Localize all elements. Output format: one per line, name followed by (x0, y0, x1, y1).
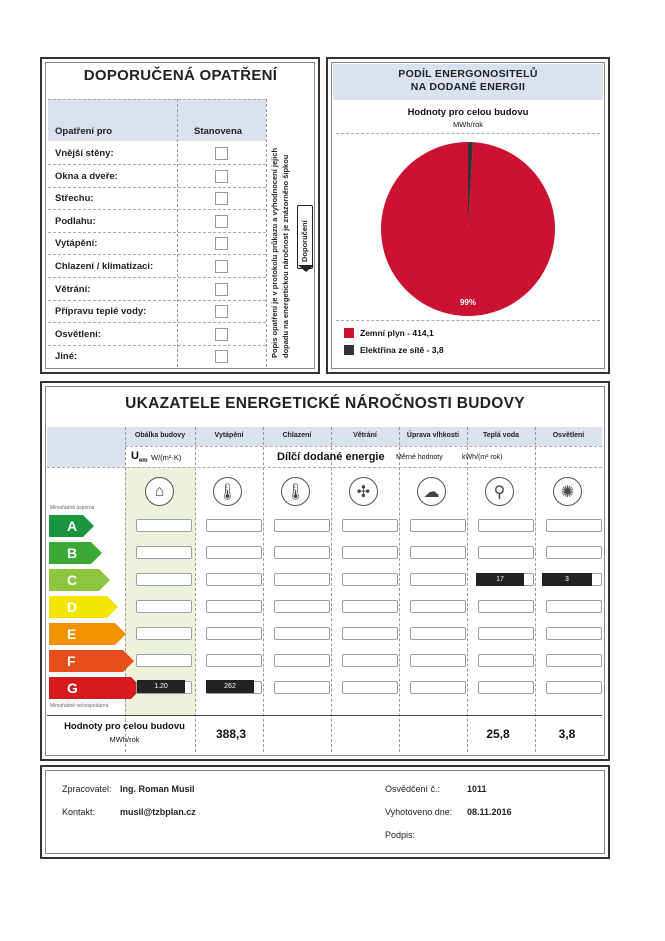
class-cell (410, 573, 466, 586)
class-cell (206, 654, 262, 667)
measure-label: Okna a dveře: (55, 170, 118, 182)
energy-class-c-arrow (49, 569, 110, 591)
recommended-arrow-icon (298, 265, 314, 272)
contact-label: Kontakt: (62, 807, 96, 817)
class-cell (478, 546, 534, 559)
class-cell (136, 627, 192, 640)
energy-class-letter: A (67, 518, 78, 534)
scale-top-label: Mimořádně úsporná (50, 505, 95, 511)
legend-electricity: Elektřina ze sítě - 3,8 (360, 345, 444, 355)
class-cell (478, 519, 534, 532)
class-cell (136, 546, 192, 559)
row-divider (48, 254, 266, 255)
summary-unit: MWh/rok (109, 735, 140, 744)
class-cell (478, 627, 534, 640)
col-measures-for: Opatření pro (55, 126, 113, 137)
measure-checkbox[interactable] (215, 147, 228, 160)
class-cell (136, 654, 192, 667)
column-header: Osvětlení (552, 432, 585, 439)
header-divider (47, 467, 602, 468)
class-cell (206, 627, 262, 640)
row-divider (48, 232, 266, 233)
class-cell (546, 654, 602, 667)
class-cell (206, 573, 262, 586)
measure-label: Střechu: (55, 193, 94, 205)
class-cell (546, 519, 602, 532)
cert-number: 1011 (467, 784, 487, 794)
class-cell (342, 546, 398, 559)
class-cell (206, 519, 262, 532)
column-divider (331, 427, 332, 752)
class-cell (206, 600, 262, 613)
chart-subtitle: Hodnoty pro celou budovu (407, 107, 529, 118)
class-cell (274, 654, 330, 667)
class-cell (274, 600, 330, 613)
class-cell (478, 600, 534, 613)
class-cell (136, 573, 192, 586)
column-header: Větrání (353, 432, 377, 439)
energy-class-f-arrow (49, 650, 134, 672)
envelope-value: 1.20 (137, 680, 185, 693)
class-cell (342, 654, 398, 667)
measure-checkbox[interactable] (215, 350, 228, 363)
class-cell (410, 519, 466, 532)
energy-class-letter: D (67, 599, 78, 615)
row-divider (48, 187, 266, 188)
col-stanovena: Stanovena (194, 126, 243, 137)
summary-hot-water: 25,8 (486, 727, 510, 741)
class-cell (274, 519, 330, 532)
class-cell (342, 600, 398, 613)
class-cell (546, 681, 602, 694)
measure-checkbox[interactable] (215, 260, 228, 273)
measure-label: Vnější stěny: (55, 148, 114, 159)
class-cell (274, 573, 330, 586)
class-cell (410, 627, 466, 640)
class-cell (410, 681, 466, 694)
heating-value: 262 (206, 680, 254, 693)
class-cell (478, 681, 534, 694)
measure-checkbox[interactable] (215, 215, 228, 228)
hot-water-value: 17 (476, 573, 524, 586)
humidity-cloud-icon: ☁ (417, 477, 446, 506)
row-divider (48, 300, 266, 301)
summary-heating: 388,3 (215, 727, 247, 741)
column-header: Chlazení (282, 432, 312, 439)
energy-class-letter: E (67, 626, 77, 642)
row-divider (48, 277, 266, 278)
contact-email: musil@tzbplan.cz (120, 807, 196, 817)
measure-checkbox[interactable] (215, 283, 228, 296)
carrier-title-1: PODÍL ENERGONOSITELŮ (398, 68, 538, 80)
column-divider (195, 427, 196, 752)
column-header: Obálka budovy (134, 432, 186, 439)
measure-checkbox[interactable] (215, 192, 228, 205)
measure-label: Jiné: (55, 351, 78, 363)
class-cell (274, 627, 330, 640)
class-cell (546, 600, 602, 613)
carrier-pie-chart (380, 141, 556, 317)
energy-class-letter: G (67, 680, 78, 696)
class-cell (546, 627, 602, 640)
legend-swatch-gas (344, 328, 354, 338)
building-envelope-icon: ⌂ (145, 477, 174, 506)
row-divider (48, 209, 266, 210)
row-divider (48, 345, 266, 346)
measure-label: Přípravu teplé vody: (55, 306, 147, 318)
author-label: Zpracovatel: (62, 784, 112, 794)
measure-label: Podlahu: (55, 215, 96, 227)
carrier-title-2: NA DODANÉ ENERGII (410, 81, 526, 93)
class-cell (478, 654, 534, 667)
recommended-label: Doporučení (300, 220, 309, 262)
partial-unit-label: Měrné hodnoty (396, 454, 443, 461)
class-cell (546, 546, 602, 559)
energy-class-b-arrow (49, 542, 102, 564)
energy-class-d-arrow (49, 596, 118, 618)
column-divider (263, 427, 264, 752)
uem-unit: W/(m²·K) (151, 453, 182, 462)
measures-title: DOPORUČENÁ OPATŘENÍ (83, 67, 278, 84)
summary-lighting: 3,8 (558, 727, 576, 741)
chart-unit: MWh/rok (453, 120, 483, 129)
measure-checkbox[interactable] (215, 237, 228, 250)
legend-gas: Zemní plyn - 414,1 (360, 328, 434, 338)
measure-label: Vytápění: (55, 238, 98, 250)
date-label: Vyhotoveno dne: (385, 807, 453, 817)
measures-note-1: Popis opatření je v protokolu průkazu a vyhodnocení jejich (270, 147, 279, 358)
cert-label: Osvědčení č.: (385, 784, 441, 794)
class-cell (342, 519, 398, 532)
energy-class-g-arrow (49, 677, 142, 699)
heating-thermometer-icon: 🌡 (213, 477, 242, 506)
energy-class-letter: F (67, 653, 76, 669)
column-header: Vytápění (214, 432, 244, 439)
measure-checkbox[interactable] (215, 170, 228, 183)
lighting-bulb-icon: ✺ (553, 477, 582, 506)
row-divider (48, 322, 266, 323)
partial-unit: kWh/(m² rok) (462, 454, 503, 461)
class-cell (136, 600, 192, 613)
energy-class-a-arrow (49, 515, 94, 537)
class-cell (136, 519, 192, 532)
date-value: 08.11.2016 (467, 807, 512, 817)
class-cell (206, 546, 262, 559)
class-cell (410, 654, 466, 667)
class-cell (342, 681, 398, 694)
indicators-title: UKAZATELE ENERGETICKÉ NÁROČNOSTI BUDOVY (125, 395, 525, 412)
row-divider (48, 164, 266, 165)
signature-label: Podpis: (385, 830, 416, 840)
column-divider (125, 427, 126, 752)
scale-bottom-label: Mimořádně nehospodárná (50, 703, 109, 709)
measure-label: Větrání: (55, 283, 91, 295)
author-name: Ing. Roman Musil (120, 784, 195, 794)
summary-label: Hodnoty pro celou budovu (64, 721, 185, 732)
class-cell (274, 546, 330, 559)
column-header: Teplá voda (482, 432, 520, 439)
hot-water-tap-icon: ⚲ (485, 477, 514, 506)
measure-checkbox[interactable] (215, 305, 228, 318)
measure-checkbox[interactable] (215, 328, 228, 341)
legend-swatch-electricity (344, 345, 354, 355)
measures-note-2: dopadu na energetickou náročnost je znázorněno šipkou (281, 154, 290, 358)
energy-class-letter: C (67, 572, 78, 588)
class-cell (342, 627, 398, 640)
lighting-value: 3 (542, 573, 592, 586)
energy-class-letter: B (67, 545, 78, 561)
column-header: Úprava vlhkosti (406, 432, 460, 439)
ventilation-fan-icon: ✣ (349, 477, 378, 506)
class-cell (274, 681, 330, 694)
column-divider (467, 427, 468, 752)
partial-energy-label: Dílčí dodané energie (277, 451, 385, 463)
measure-label: Osvětlení: (55, 328, 101, 340)
energy-class-e-arrow (49, 623, 126, 645)
header-divider (125, 446, 602, 447)
column-divider (535, 427, 536, 752)
uem-symbol: $U_{em}$ (131, 450, 148, 465)
class-cell (410, 546, 466, 559)
column-divider (399, 427, 400, 752)
class-cell (410, 600, 466, 613)
cooling-thermometer-icon: 🌡 (281, 477, 310, 506)
measure-label: Chlazení / klimatizaci: (55, 261, 154, 272)
pie-slice-label: 99% (459, 298, 476, 307)
class-cell (342, 573, 398, 586)
